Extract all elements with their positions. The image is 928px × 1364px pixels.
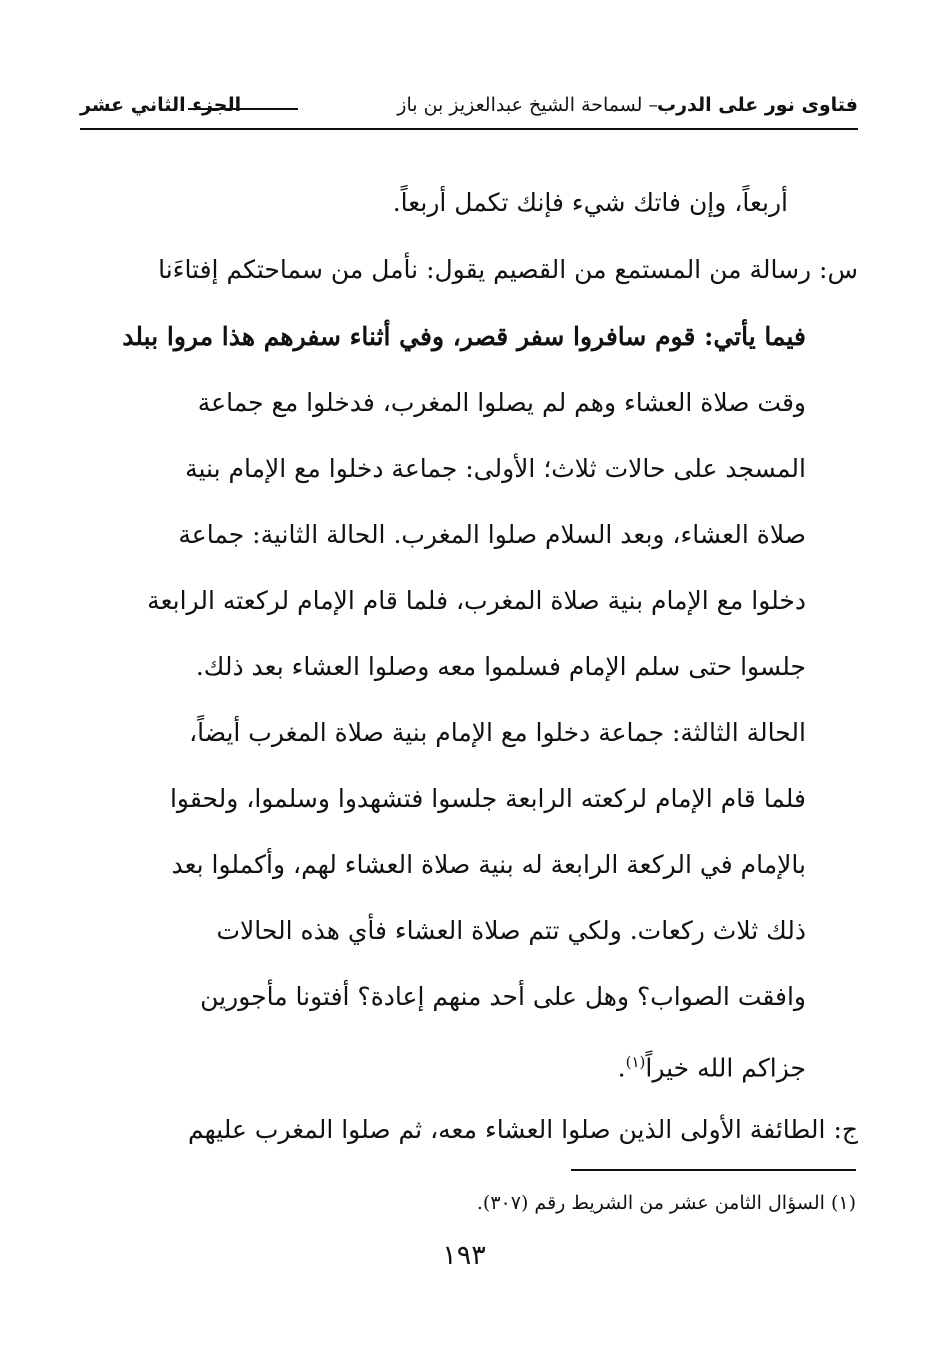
book-title: فتاوى نور على الدرب [657, 94, 858, 116]
question-line: س: رسالة من المستمع من القصيم يقول: نأمل من سماحتكم إفتاءَنا [158, 255, 858, 284]
main-text [78, 170, 858, 1144]
question-line: بالإمام في الركعة الرابعة له بنية صلاة العشاء لهم، وأكملوا بعد [171, 850, 806, 879]
question-line: صلاة العشاء، وبعد السلام صلوا المغرب. الحالة الثانية: جماعة [178, 520, 806, 549]
footnote-ref: (١) [625, 1053, 646, 1071]
question-line: ذلك ثلاث ركعات. ولكي تتم صلاة العشاء فأي هذه الحالات [216, 916, 806, 945]
question-closing-line [618, 1030, 806, 1095]
question-line: فيما يأتي: قوم سافروا سفر قصر، وفي أثناء سفرهم هذا مروا ببلد [122, 322, 806, 351]
author-name: – لسماحة الشيخ عبدالعزيز بن باز [397, 94, 658, 116]
footnote: (١) السؤال الثامن عشر من الشريط رقم (٣٠٧). [476, 1192, 856, 1214]
question-line: وافقت الصواب؟ وهل على أحد منهم إعادة؟ أفتونا مأجورين [200, 982, 806, 1011]
text-line: أربعاً، وإن فاتك شيء فإنك تكمل أربعاً. [392, 188, 788, 217]
closing-phrase: جزاكم الله خيراً [645, 1053, 806, 1083]
running-header [80, 88, 858, 130]
closing-period: . [617, 1053, 626, 1083]
question-line: المسجد على حالات ثلاث؛ الأولى: جماعة دخلوا مع الإمام بنية [185, 454, 806, 483]
page-number: ١٩٣ [442, 1240, 486, 1271]
question-line: دخلوا مع الإمام بنية صلاة المغرب، فلما قام الإمام لركعته الرابعة [147, 586, 806, 615]
question-line: جلسوا حتى سلم الإمام فسلموا معه وصلوا العشاء بعد ذلك. [195, 652, 806, 681]
question-line: وقت صلاة العشاء وهم لم يصلوا المغرب، فدخلوا مع جماعة [197, 388, 806, 417]
question-line: فلما قام الإمام لركعته الرابعة جلسوا فتشهدوا وسلموا، ولحقوا [169, 784, 806, 813]
footnote-separator [571, 1169, 856, 1171]
volume-part: الجزء الثاني عشر [80, 94, 242, 116]
answer-line: ج: الطائفة الأولى الذين صلوا العشاء معه، ثم صلوا المغرب عليهم [188, 1115, 858, 1144]
question-line: الحالة الثالثة: جماعة دخلوا مع الإمام بنية صلاة المغرب أيضاً، [189, 718, 806, 747]
